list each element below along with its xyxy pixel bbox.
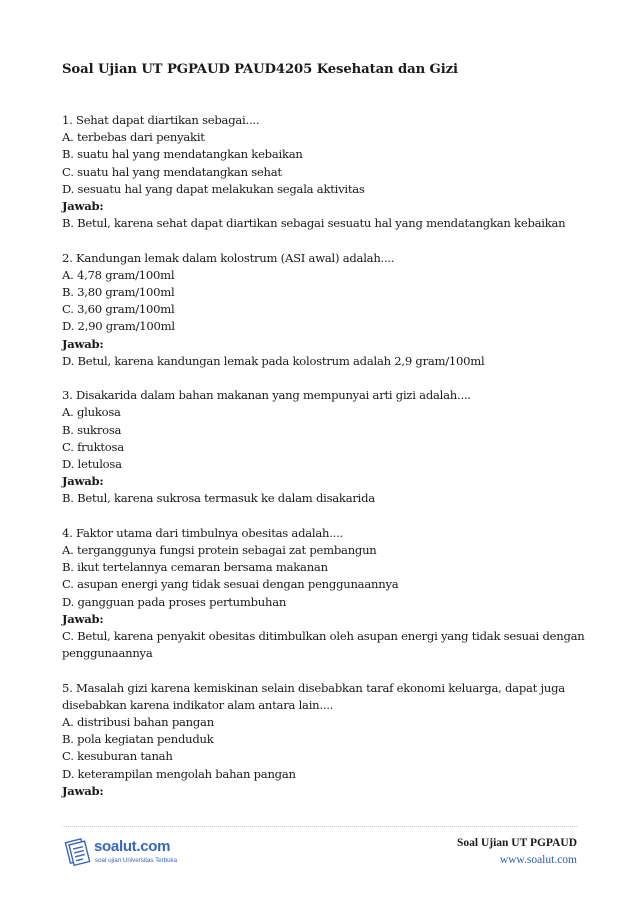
- stacked-papers-icon: [64, 837, 92, 867]
- option-c: C. kesuburan tanah: [62, 749, 173, 764]
- option-d: D. 2,90 gram/100ml: [62, 319, 175, 334]
- option-b: B. sukrosa: [62, 422, 122, 437]
- question-text-line-1: 5. Masalah gizi karena kemiskinan selain disebabkan taraf ekonomi keluarga, dapat juga: [62, 680, 565, 695]
- logo-text: soalut.com: [94, 838, 171, 855]
- footer-divider: [62, 826, 577, 827]
- answer-label: Jawab:: [62, 199, 104, 214]
- question-1: [62, 112, 582, 232]
- question-4: [62, 525, 585, 663]
- answer-label: Jawab:: [62, 783, 104, 798]
- option-c: C. 3,60 gram/100ml: [62, 302, 175, 317]
- option-a: A. distribusi bahan pangan: [62, 715, 214, 730]
- question-text: 1. Sehat dapat diartikan sebagai....: [62, 113, 260, 127]
- answer-text: B. Betul, karena sehat dapat diartikan sebagai sesuatu hal yang mendatangkan kebaikan: [62, 216, 566, 231]
- answer-text: D. Betul, karena kandungan lemak pada kolostrum adalah 2,9 gram/100ml: [62, 353, 485, 368]
- option-d: D. letulosa: [62, 457, 122, 472]
- question-list: [62, 112, 585, 817]
- question-2: [62, 250, 582, 370]
- option-d: D. gangguan pada proses pertumbuhan: [62, 594, 287, 609]
- option-b: B. ikut tertelannya cemaran bersama makanan: [62, 560, 328, 575]
- option-a: A. 4,78 gram/100ml: [62, 267, 175, 282]
- footer-url-link[interactable]: www.soalut.com: [499, 854, 577, 866]
- answer-text-line-2: penggunaannya: [62, 646, 153, 661]
- option-c: C. fruktosa: [62, 439, 124, 454]
- footer-title: Soal Ujian UT PGPAUD: [456, 837, 577, 849]
- option-c: C. asupan energi yang tidak sesuai dengan penggunaannya: [62, 577, 399, 592]
- question-text: 2. Kandungan lemak dalam kolostrum (ASI awal) adalah....: [62, 250, 395, 265]
- answer-label: Jawab:: [62, 611, 104, 626]
- page-title: Soal Ujian UT PGPAUD PAUD4205 Kesehatan dan Gizi: [62, 62, 458, 77]
- option-a: A. glukosa: [62, 405, 121, 420]
- option-a: A. terbebas dari penyakit: [62, 130, 205, 145]
- option-d: D. keterampilan mengolah bahan pangan: [62, 766, 296, 781]
- site-logo[interactable]: [64, 835, 214, 869]
- question-text: 3. Disakarida dalam bahan makanan yang mempunyai arti gizi adalah....: [62, 388, 471, 403]
- option-c: C. suatu hal yang mendatangkan sehat: [62, 164, 282, 179]
- option-a: A. terganggunya fungsi protein sebagai zat pembangun: [62, 543, 377, 558]
- answer-label: Jawab:: [62, 474, 104, 489]
- question-3: [62, 387, 582, 507]
- option-b: B. pola kegiatan penduduk: [62, 732, 214, 747]
- option-d: D. sesuatu hal yang dapat melakukan segala aktivitas: [62, 181, 365, 196]
- question-5: [62, 680, 582, 800]
- logo-subtext: soal ujian Universitas Terbuka: [95, 857, 178, 864]
- question-text-line-2: disebabkan karena indikator alam antara lain....: [62, 697, 334, 712]
- answer-label: Jawab:: [62, 336, 104, 351]
- footer-info: [457, 835, 577, 869]
- answer-text-line-1: C. Betul, karena penyakit obesitas ditimbulkan oleh asupan energi yang tidak sesuai dengan: [62, 629, 585, 644]
- option-b: B. 3,80 gram/100ml: [62, 285, 175, 300]
- option-b: B. suatu hal yang mendatangkan kebaikan: [62, 147, 303, 162]
- question-text: 4. Faktor utama dari timbulnya obesitas adalah....: [62, 525, 343, 540]
- answer-text: B. Betul, karena sukrosa termasuk ke dalam disakarida: [62, 491, 375, 506]
